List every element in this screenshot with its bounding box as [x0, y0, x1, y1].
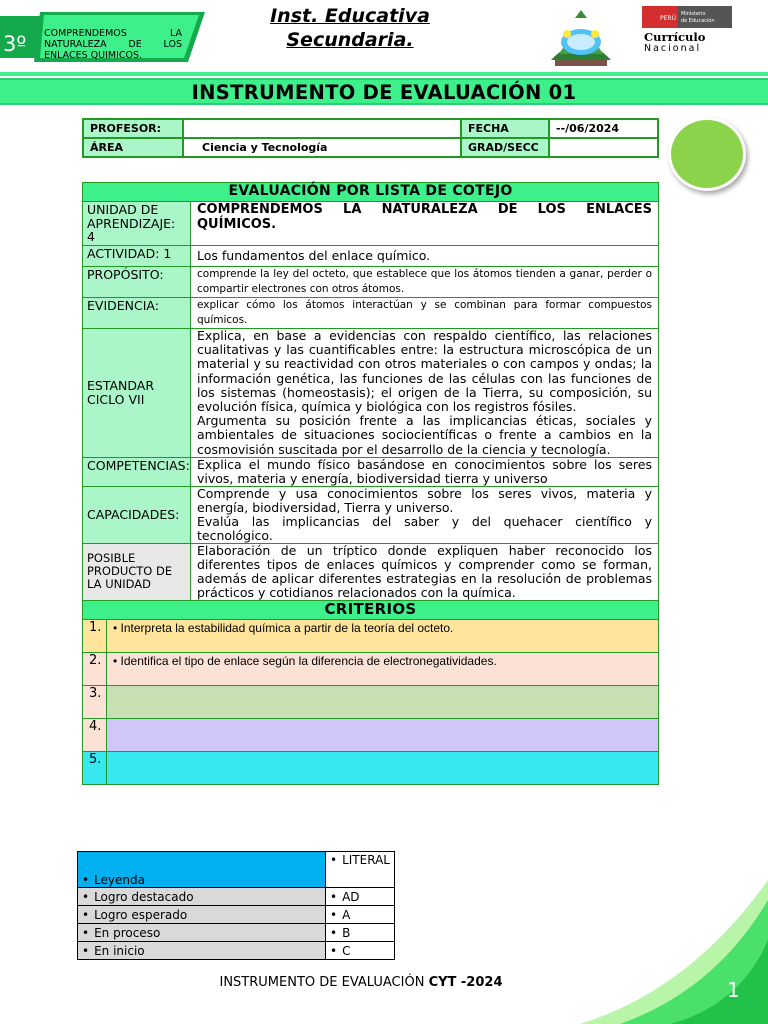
evidencia-value: explicar cómo los átomos interactúan y se combinan para formar compuestos químicos. [191, 298, 659, 329]
competencia-value: Explica el mundo físico basándose en conocimientos sobre los seres vivos, materia y energía, biodiversidad tierra y universo [191, 457, 659, 486]
curriculo-nacional-logo [644, 32, 705, 54]
curriculo-line-1: Currículo [644, 30, 706, 44]
proposito-label: PROPÓSITO: [83, 267, 191, 298]
area-label: ÁREA [83, 138, 183, 157]
legend-literal-header: • LITERAL [326, 852, 395, 888]
capacidades-label: CAPACIDADES: [83, 486, 191, 543]
profesor-label: PROFESOR: [83, 119, 183, 138]
institution-title [250, 4, 450, 52]
title-band [0, 78, 768, 105]
legend-code: • B [326, 924, 395, 942]
legend-label: • En proceso [78, 924, 326, 942]
svg-text:PERÚ: PERÚ [660, 15, 676, 22]
estandar-label: ESTANDAR CICLO VII [83, 329, 191, 458]
competencia-label: COMPETENCIAS: [83, 457, 191, 486]
criterio-text[interactable] [107, 718, 659, 751]
criterio-row [83, 718, 659, 751]
estandar-paragraph-1: Explica, en base a evidencias con respaldo científico, las relaciones cualitativas y las cuantificables entre: la estructura microscópica de un material y su reactividad con otros materiales o con campos y ondas; la información genética, las funciones de las células con las funciones de los sistemas (homeostasis); el origen de la Tierra, su composición, su evolución física, química y biológica con los registros fósiles. [197, 328, 652, 415]
capacidades-value [191, 486, 659, 543]
actividad-label: ACTIVIDAD: 1 [83, 246, 191, 267]
criterio-number: 4. [83, 718, 107, 751]
legend-label: • En inicio [78, 942, 326, 960]
legend-header: • Leyenda [78, 852, 326, 888]
criterio-row [83, 652, 659, 685]
page-number: 1 [727, 978, 740, 1002]
footer-text: INSTRUMENTO DE EVALUACIÓN [219, 975, 429, 990]
curriculo-line-2: Nacional [644, 43, 702, 54]
producto-value: Elaboración de un tríptico donde expliquen haber reconocido los diferentes tipos de enlaces químicos y comprender como se forman, además de aplicar diferentes estrategias en la resolución de problemas prácticos y cotidianos relacionados con la química. [191, 543, 659, 600]
legend-table [77, 851, 395, 960]
legend-label: • Logro esperado [78, 906, 326, 924]
fecha-field[interactable]: --/06/2024 [549, 119, 658, 138]
info-table [82, 118, 659, 158]
area-field[interactable]: Ciencia y Tecnología [183, 138, 461, 157]
producto-label: POSIBLE PRODUCTO DE LA UNIDAD [83, 543, 191, 600]
svg-text:Ministerio: Ministerio [681, 11, 706, 17]
school-logo [545, 8, 617, 72]
decorative-circle [668, 117, 746, 191]
legend-code: • AD [326, 888, 395, 906]
capacidad-1: Comprende y usa conocimientos sobre los seres vivos, materia y energía, biodiversidad, Tierra y universo. [197, 485, 652, 515]
criterio-row [83, 685, 659, 718]
capacidad-2: Evalúa las implicancias del saber y del quehacer científico y tecnológico. [197, 513, 652, 543]
grad-label: GRAD/SECC [461, 138, 549, 157]
document-title: INSTRUMENTO DE EVALUACIÓN 01 [191, 81, 577, 104]
corner-decoration [540, 880, 768, 1024]
criterio-number: 5. [83, 751, 107, 784]
actividad-value: Los fundamentos del enlace químico. [191, 246, 659, 267]
unidad-label: UNIDAD DE APRENDIZAJE: 4 [83, 202, 191, 246]
estandar-value [191, 329, 659, 458]
unidad-value: COMPRENDEMOS LA NATURALEZA DE LOS ENLACES QUÍMICOS. [191, 202, 659, 246]
institution-line-1: Inst. Educativa [270, 5, 430, 27]
unit-banner [0, 12, 205, 62]
criterio-number: 1. [83, 619, 107, 652]
grad-field[interactable] [549, 138, 658, 157]
estandar-paragraph-2: Argumenta su posición frente a las implicancias éticas, sociales y ambientales de situaciones sociocientíficas o frente a cambios en la cosmovisión suscitada por el desarrollo de la ciencia y tecnología. [197, 413, 652, 457]
criterio-text[interactable]: • Identifica el tipo de enlace según la diferencia de electronegatividades. [107, 652, 659, 685]
legend-code: • A [326, 906, 395, 924]
header-divider [0, 72, 768, 76]
evidencia-label: EVIDENCIA: [83, 298, 191, 329]
criterio-row [83, 751, 659, 784]
criterio-text[interactable]: • Interpreta la estabilidad química a partir de la teoría del octeto. [107, 619, 659, 652]
legend-label: • Logro destacado [78, 888, 326, 906]
evaluation-table [82, 182, 659, 785]
proposito-value: comprende la ley del octeto, que establece que los átomos tienden a ganar, perder o compartir electrones con otros átomos. [191, 267, 659, 298]
criterio-row [83, 619, 659, 652]
criterio-number: 2. [83, 652, 107, 685]
grade-label: 3º [3, 32, 27, 56]
footer-bold: CYT -2024 [428, 975, 503, 990]
criterio-number: 3. [83, 685, 107, 718]
criterio-text[interactable] [107, 751, 659, 784]
unit-banner-text: COMPRENDEMOS LA NATURALEZA DE LOS ENLACES QUIMICOS. [44, 28, 182, 61]
criterios-header: CRITERIOS [83, 600, 659, 619]
profesor-field[interactable] [183, 119, 461, 138]
evaluation-header: EVALUACIÓN POR LISTA DE COTEJO [83, 183, 659, 202]
svg-text:de Educación: de Educación [681, 18, 715, 24]
criterio-text[interactable] [107, 685, 659, 718]
legend-code: • C [326, 942, 395, 960]
fecha-label: FECHA [461, 119, 549, 138]
institution-line-2: Secundaria. [286, 29, 414, 51]
